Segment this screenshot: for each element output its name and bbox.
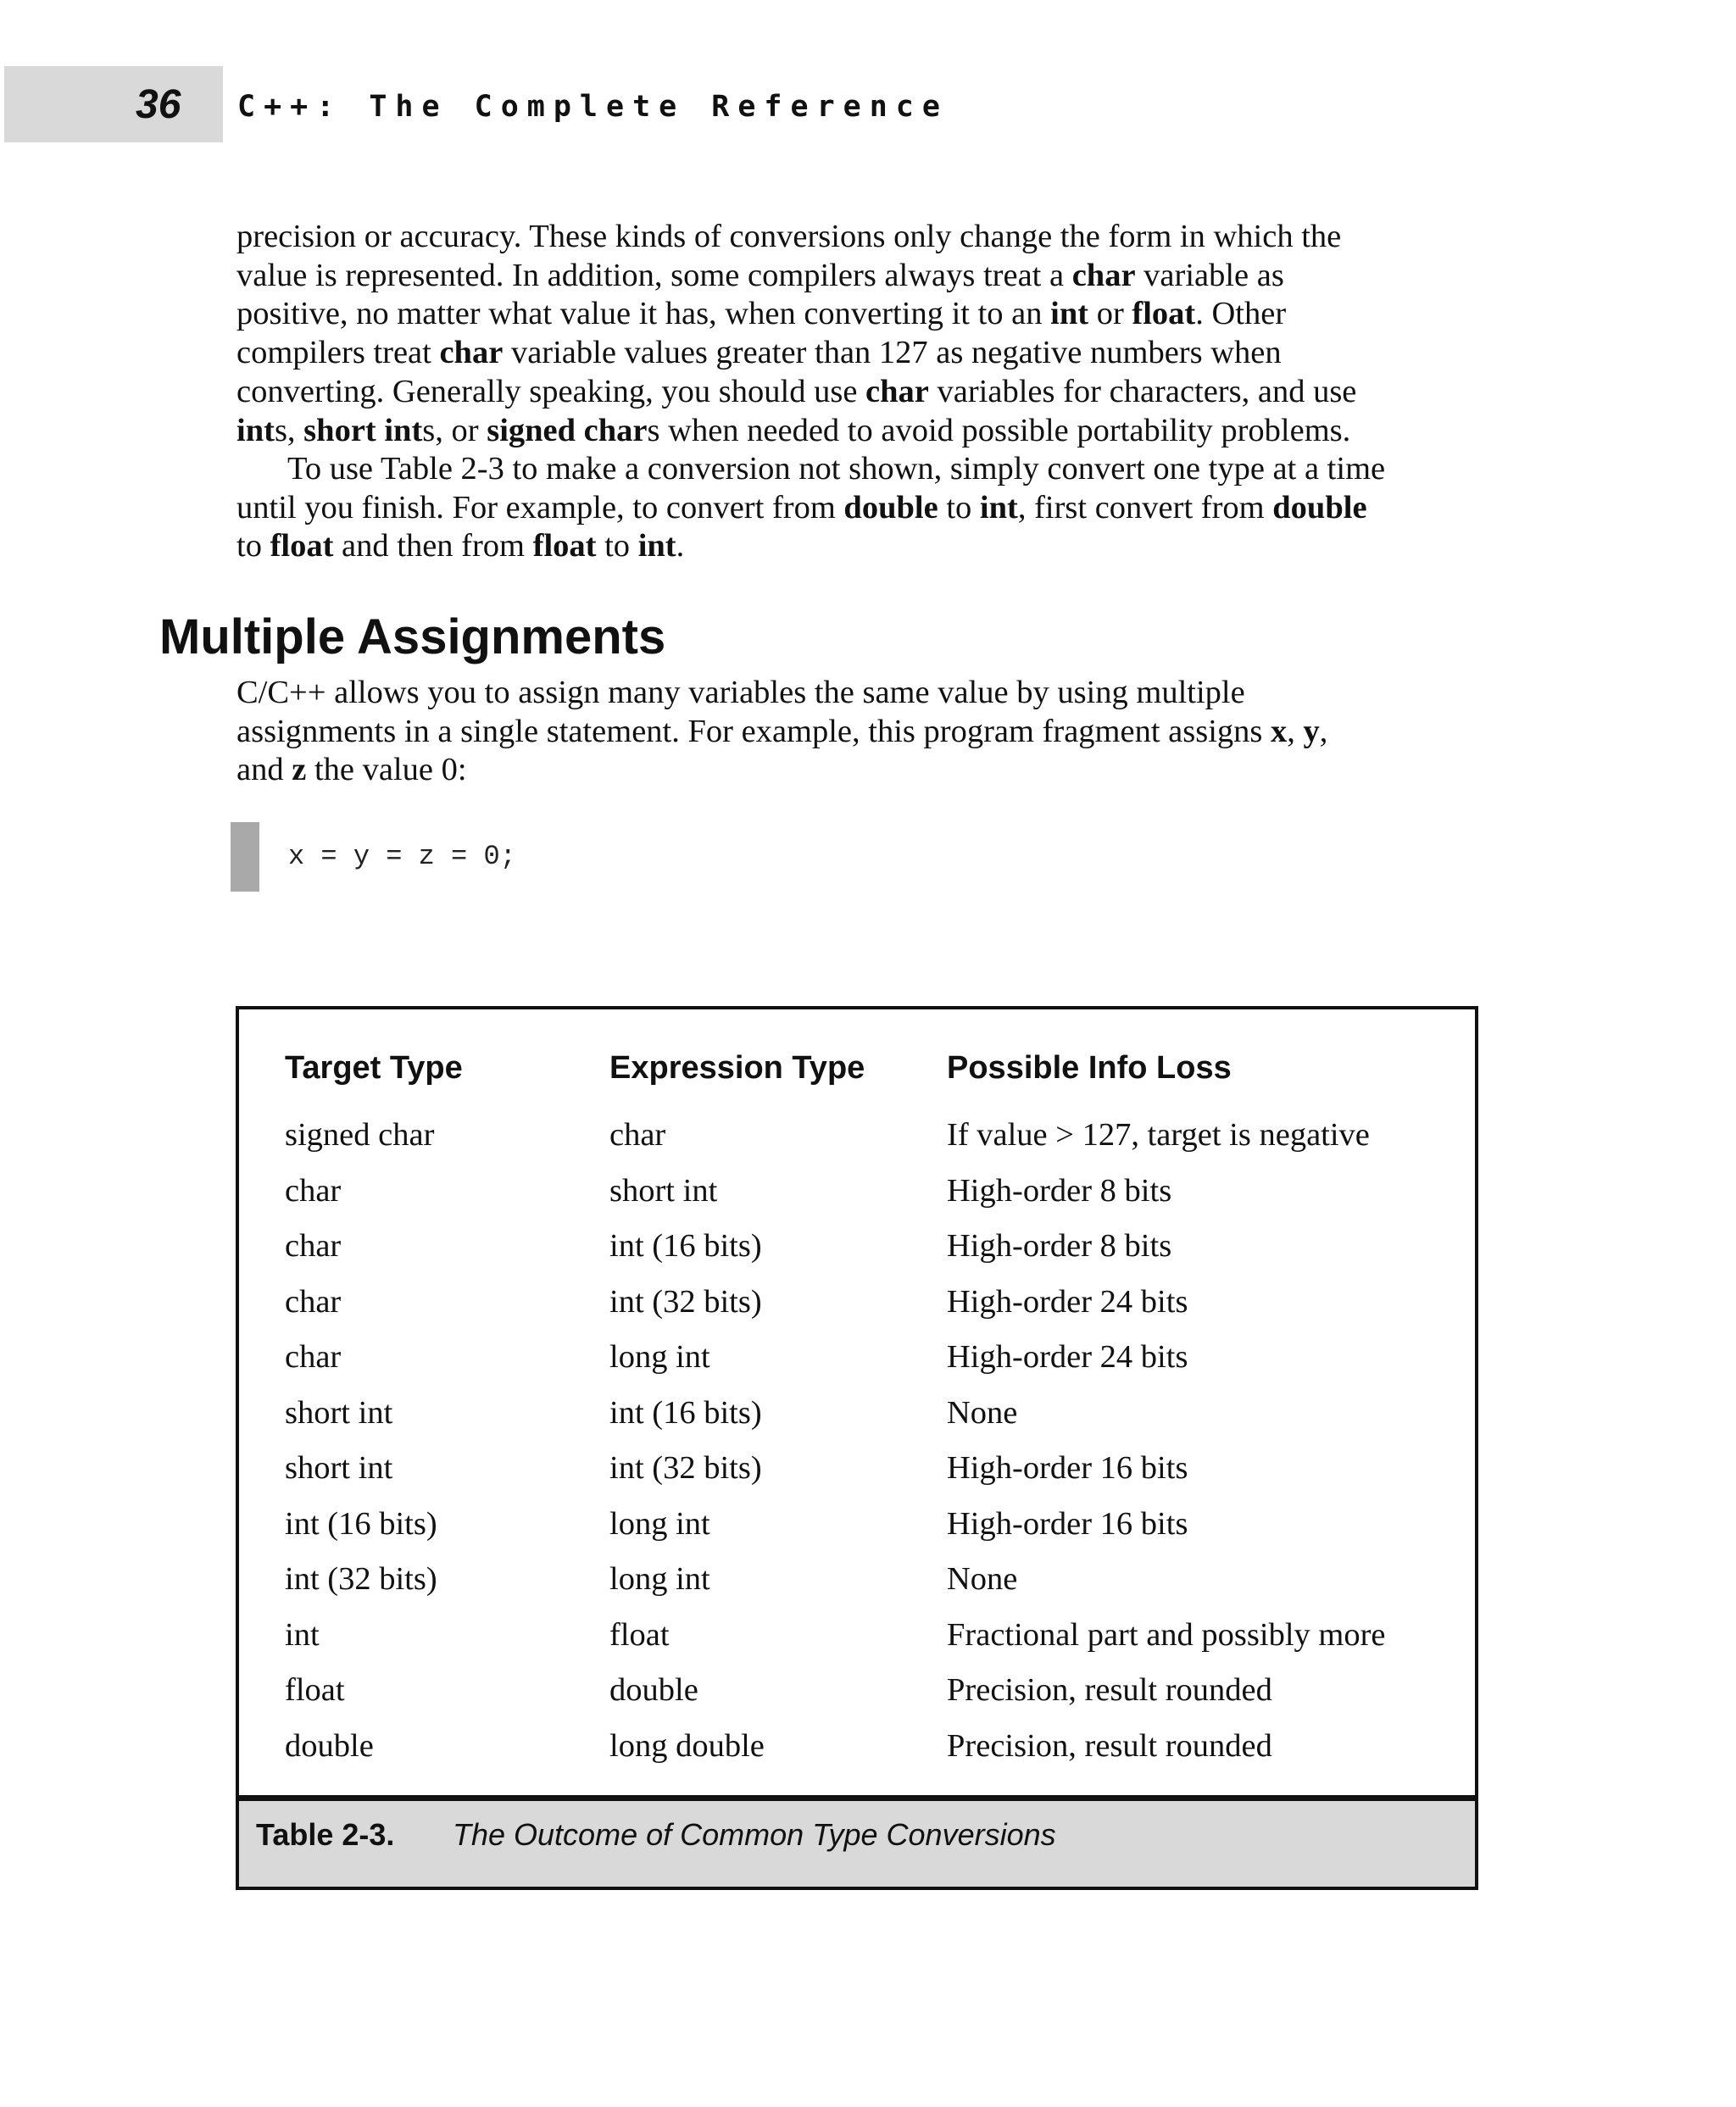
table-row bbox=[239, 1227, 1475, 1283]
table-cell-expression-type: int (16 bits) bbox=[609, 1228, 762, 1264]
table-cell-target-type: char bbox=[285, 1228, 342, 1264]
table-cell-info-loss: Fractional part and possibly more bbox=[947, 1616, 1386, 1653]
text-run: To use Table 2-3 to make a conversion not shown, simply convert one type at a time bbox=[287, 451, 1386, 486]
table-cell-expression-type: char bbox=[609, 1117, 666, 1153]
text-run: converting. Generally speaking, you should use bbox=[236, 373, 866, 409]
page-number: 36 bbox=[136, 82, 181, 127]
text-run: . bbox=[676, 528, 685, 564]
table-cell-info-loss: None bbox=[947, 1394, 1018, 1431]
inline-keyword: char bbox=[1071, 257, 1136, 293]
text-run: compilers treat bbox=[236, 335, 440, 371]
text-run: , first convert from bbox=[1017, 489, 1273, 525]
header-band bbox=[4, 66, 223, 142]
inline-keyword: signed char bbox=[487, 412, 648, 448]
table-cell-info-loss: High-order 8 bits bbox=[947, 1172, 1172, 1209]
table-caption-title: The Outcome of Common Type Conversions bbox=[453, 1817, 1056, 1852]
table-cell-expression-type: int (32 bits) bbox=[609, 1450, 762, 1486]
table-header-expression-type: Expression Type bbox=[609, 1050, 865, 1086]
text-run: until you finish. For example, to convert from bbox=[236, 489, 844, 525]
inline-keyword: char bbox=[865, 373, 929, 409]
text-run: to bbox=[938, 489, 980, 525]
table-cell-info-loss: High-order 24 bits bbox=[947, 1339, 1188, 1375]
text-run: and then from bbox=[333, 528, 533, 564]
table-cell-target-type: signed char bbox=[285, 1117, 435, 1153]
inline-keyword: z bbox=[292, 752, 307, 788]
table-cell-info-loss: High-order 8 bits bbox=[947, 1228, 1172, 1264]
table-cell-expression-type: double bbox=[609, 1672, 698, 1708]
inline-keyword: float bbox=[1132, 296, 1196, 332]
inline-keyword: x bbox=[1271, 713, 1288, 749]
table-header-target-type: Target Type bbox=[285, 1050, 463, 1086]
table-cell-expression-type: int (16 bits) bbox=[609, 1394, 762, 1431]
table-cell-target-type: char bbox=[285, 1339, 342, 1375]
table-row bbox=[239, 1283, 1475, 1339]
table-header-info-loss: Possible Info Loss bbox=[947, 1050, 1232, 1086]
table-cell-expression-type: long int bbox=[609, 1505, 710, 1542]
table-cell-target-type: int (16 bits) bbox=[285, 1505, 437, 1542]
table-row bbox=[239, 1338, 1475, 1394]
table-cell-target-type: int (32 bits) bbox=[285, 1561, 437, 1597]
table-row bbox=[239, 1560, 1475, 1616]
text-run: to bbox=[236, 528, 270, 564]
table-row bbox=[239, 1616, 1475, 1672]
table-row bbox=[239, 1394, 1475, 1450]
inline-keyword: float bbox=[270, 528, 334, 564]
table-caption bbox=[239, 1795, 1475, 1887]
text-run: value is represented. In addition, some compilers always treat a bbox=[236, 257, 1072, 293]
table-row bbox=[239, 1116, 1475, 1172]
table-cell-expression-type: long int bbox=[609, 1561, 710, 1597]
table-cell-target-type: char bbox=[285, 1172, 342, 1209]
running-head: C++: The Complete Reference bbox=[237, 90, 949, 124]
conversion-table bbox=[236, 1006, 1478, 1890]
text-run: or bbox=[1088, 296, 1132, 332]
text-run: , bbox=[1287, 713, 1304, 749]
inline-keyword: char bbox=[439, 335, 504, 371]
text-run: variable as bbox=[1135, 257, 1284, 293]
text-run: , bbox=[1319, 713, 1328, 749]
table-cell-target-type: short int bbox=[285, 1394, 393, 1431]
table-cell-info-loss: None bbox=[947, 1561, 1018, 1597]
table-cell-target-type: short int bbox=[285, 1450, 393, 1486]
text-run: the value 0: bbox=[306, 752, 467, 788]
table-row bbox=[239, 1449, 1475, 1505]
table-cell-expression-type: long double bbox=[609, 1727, 765, 1764]
text-run: to bbox=[596, 528, 638, 564]
text-run: assignments in a single statement. For example, this program fragment assigns bbox=[236, 713, 1271, 749]
paragraph-table-usage bbox=[236, 450, 1491, 566]
text-run: s, or bbox=[422, 412, 487, 448]
table-cell-info-loss: High-order 16 bits bbox=[947, 1505, 1188, 1542]
inline-keyword: y bbox=[1303, 713, 1320, 749]
inline-keyword: float bbox=[532, 528, 597, 564]
text-run: positive, no matter what value it has, when converting it to an bbox=[236, 296, 1051, 332]
table-cell-expression-type: long int bbox=[609, 1339, 710, 1375]
table-cell-target-type: char bbox=[285, 1283, 342, 1320]
paragraph-conversions bbox=[236, 218, 1491, 450]
code-line: x = y = z = 0; bbox=[288, 841, 516, 872]
code-block-marker bbox=[231, 822, 259, 892]
inline-keyword: int bbox=[637, 528, 676, 564]
table-cell-info-loss: If value > 127, target is negative bbox=[947, 1117, 1370, 1153]
table-cell-expression-type: float bbox=[609, 1616, 670, 1653]
text-run: variable values greater than 127 as negative numbers when bbox=[503, 335, 1282, 371]
inline-keyword: int bbox=[236, 412, 275, 448]
table-caption-label: Table 2-3. bbox=[256, 1817, 395, 1852]
text-run: variables for characters, and use bbox=[928, 373, 1357, 409]
inline-keyword: double bbox=[1272, 489, 1367, 525]
inline-keyword: int bbox=[979, 489, 1018, 525]
table-cell-info-loss: High-order 24 bits bbox=[947, 1283, 1188, 1320]
text-run: precision or accuracy. These kinds of conversions only change the form in which the bbox=[236, 219, 1342, 254]
table-cell-target-type: float bbox=[285, 1672, 345, 1708]
table-cell-expression-type: short int bbox=[609, 1172, 718, 1209]
table-cell-info-loss: High-order 16 bits bbox=[947, 1450, 1188, 1486]
table-row bbox=[239, 1671, 1475, 1727]
text-run: s, bbox=[274, 412, 304, 448]
table-cell-target-type: int bbox=[285, 1616, 320, 1653]
paragraph-multiple-assignments bbox=[236, 674, 1491, 790]
text-run: C/C++ allows you to assign many variables the same value by using multiple bbox=[236, 675, 1245, 710]
inline-keyword: int bbox=[1050, 296, 1089, 332]
text-run: and bbox=[236, 752, 292, 788]
table-row bbox=[239, 1505, 1475, 1561]
table-cell-target-type: double bbox=[285, 1727, 374, 1764]
table-row bbox=[239, 1727, 1475, 1783]
table-cell-info-loss: Precision, result rounded bbox=[947, 1727, 1272, 1764]
table-cell-expression-type: int (32 bits) bbox=[609, 1283, 762, 1320]
inline-keyword: short int bbox=[303, 412, 423, 448]
text-run: s when needed to avoid possible portability problems. bbox=[647, 412, 1351, 448]
section-heading: Multiple Assignments bbox=[159, 609, 666, 664]
text-run: . Other bbox=[1195, 296, 1287, 332]
table-cell-info-loss: Precision, result rounded bbox=[947, 1672, 1272, 1708]
inline-keyword: double bbox=[843, 489, 938, 525]
table-row bbox=[239, 1172, 1475, 1228]
